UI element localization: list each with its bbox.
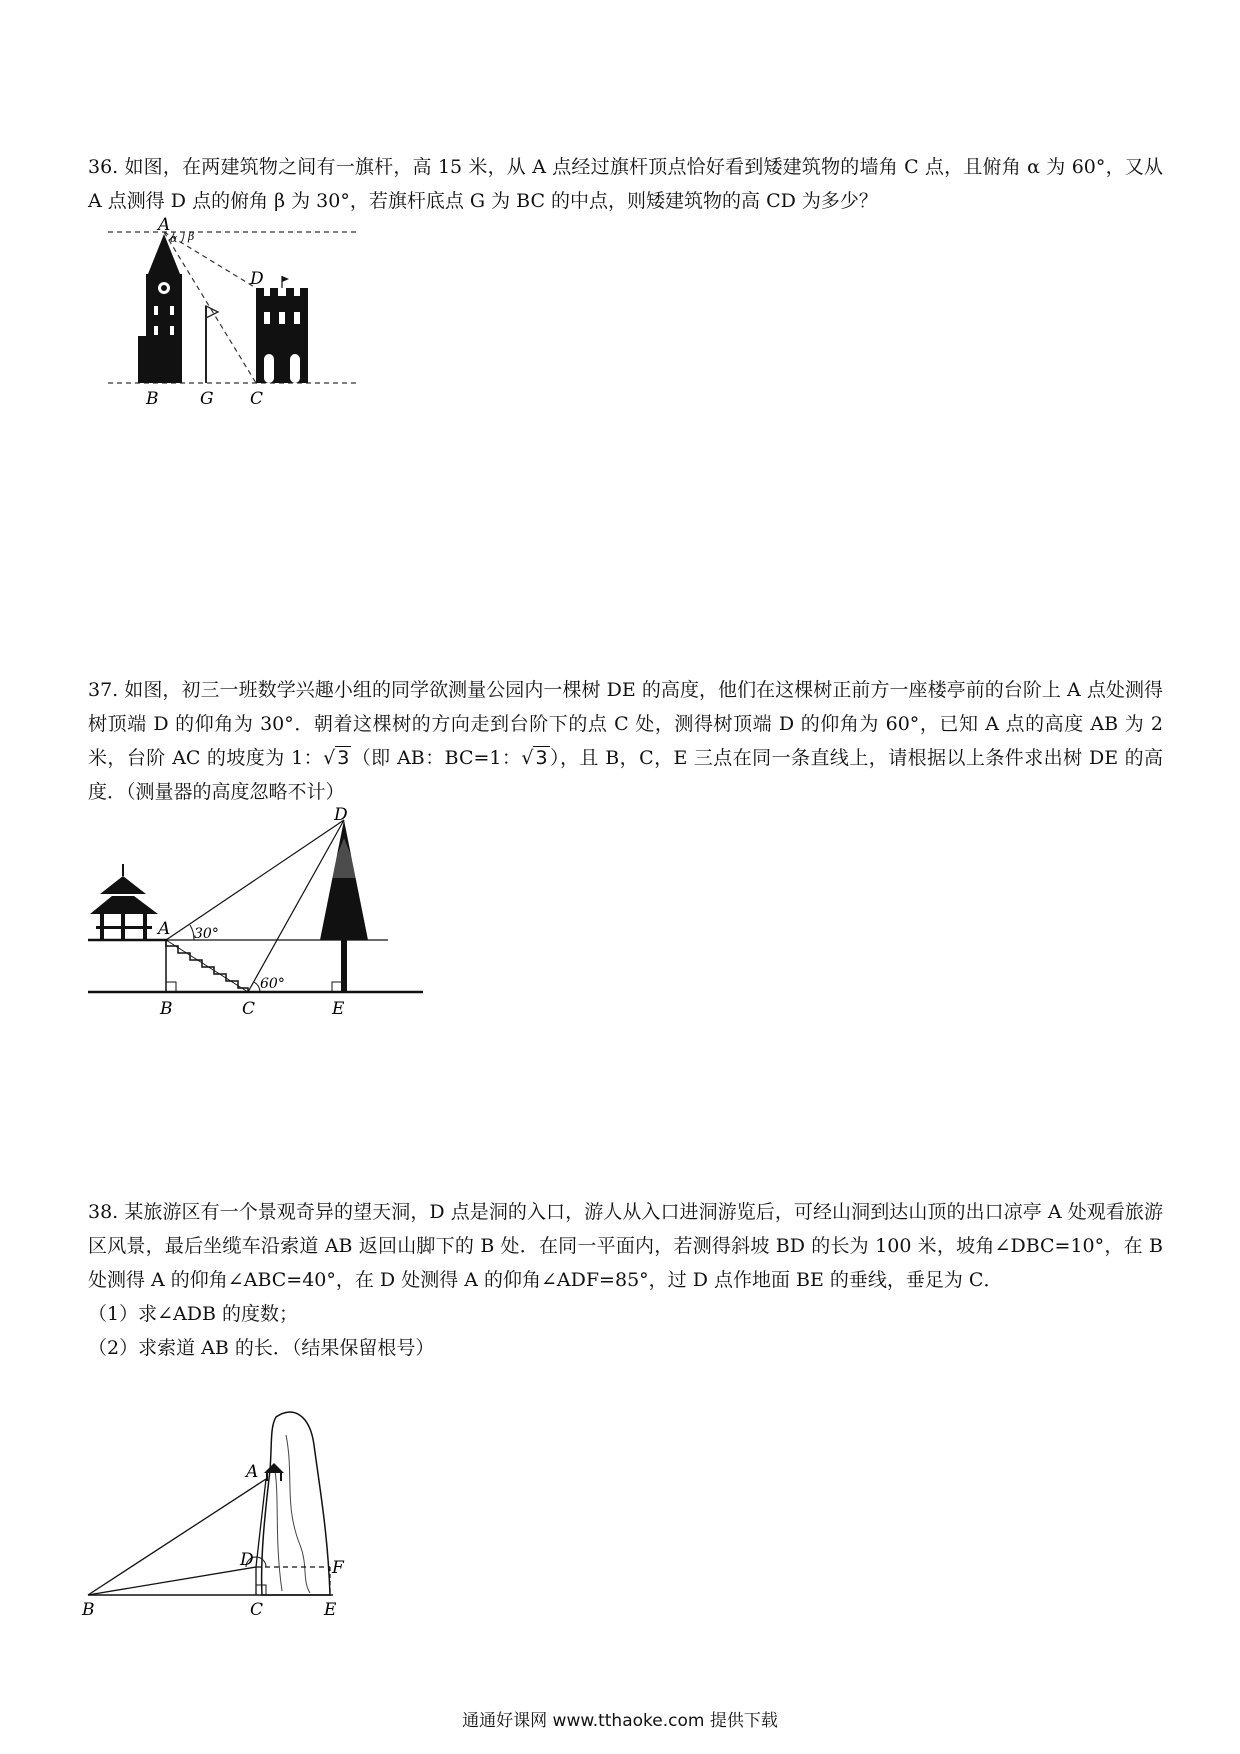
label-b: B bbox=[160, 999, 173, 1019]
castle-icon bbox=[256, 276, 308, 383]
label-alpha: α bbox=[170, 232, 178, 245]
label-g: G bbox=[200, 389, 214, 409]
label-a: A bbox=[158, 215, 171, 235]
label-d: D bbox=[240, 1550, 254, 1570]
figure-38 bbox=[82, 1395, 398, 1620]
problem-38-text: 38. 某旅游区有一个景观奇异的望天洞，D 点是洞的入口，游人从入口进洞游览后，可经山洞到达山顶的出口凉亭 A 处观看旅游区风景，最后坐缆车沿索道 AB 返回山脚下的 B 处．在同一平面内，若测得斜坡 BD 的长为 100 米，坡角∠DBC=10°，在 B 处测得 A 的仰角∠ABC=40°，在 D 处测得 A 的仰角∠ADF=85°，过 D 点作地面 BE 的垂线，垂足为 C． bbox=[88, 1201, 1163, 1291]
problem-38 bbox=[88, 1195, 1163, 1365]
sqrt-radicand: 3 bbox=[337, 747, 350, 769]
label-f: F bbox=[332, 1558, 344, 1578]
sqrt-symbol: √ bbox=[323, 747, 336, 769]
line-ab bbox=[88, 1479, 266, 1595]
label-b: B bbox=[82, 1600, 95, 1620]
problem-37 bbox=[88, 673, 1163, 809]
label-d: D bbox=[334, 805, 348, 825]
problem-37-text-part1: 37. 如图，初三一班数学兴趣小组的同学欲测量公园内一棵树 DE 的高度，他们在这棵树正前方一座楼亭前的台阶上 A 点处测得树顶端 D 的仰角为 30°．朝着这棵树的方向走到台阶下的点 C 处，测得树顶端 D 的仰角为 60°，已知 A 点的高度 AB 为 2 米，台阶 AC 的坡度为 1： bbox=[88, 679, 1163, 769]
figure-36 bbox=[108, 215, 358, 411]
problem-37-text-part2: （即 AB：BC=1： bbox=[351, 747, 522, 769]
label-c: C bbox=[250, 1600, 264, 1620]
figure-37 bbox=[88, 805, 428, 1023]
label-e: E bbox=[324, 1600, 337, 1620]
sqrt-expression bbox=[323, 746, 351, 769]
label-c: C bbox=[250, 389, 264, 409]
problem-36 bbox=[88, 150, 1163, 218]
problem-37-text bbox=[88, 673, 1163, 809]
label-e: E bbox=[332, 999, 345, 1019]
tall-building-icon bbox=[138, 234, 182, 383]
problem-38-sub2: （2）求索道 AB 的长．（结果保留根号） bbox=[88, 1337, 435, 1359]
line-ad bbox=[166, 820, 344, 940]
label-c: C bbox=[242, 999, 256, 1019]
label-angle-60: 60° bbox=[260, 976, 285, 992]
sqrt-radicand-2: 3 bbox=[535, 747, 548, 769]
sqrt-symbol-2: √ bbox=[521, 747, 534, 769]
problem-37-text-part3: ），且 B，C，E 三点在同一条直线上，请根据以上条件求出树 DE 的高度．（测量器的高度忽略不计） bbox=[88, 747, 1164, 803]
pavilion-icon bbox=[90, 864, 158, 940]
label-a: A bbox=[158, 919, 171, 939]
footer-text: 通通好课网 www.tthaoke.com 提供下载 bbox=[462, 1711, 778, 1731]
line-bd bbox=[88, 1567, 256, 1595]
sqrt-expression-2 bbox=[521, 746, 549, 769]
label-d: D bbox=[250, 269, 264, 289]
label-b: B bbox=[146, 389, 159, 409]
label-angle-30: 30° bbox=[194, 926, 219, 942]
label-a: A bbox=[246, 1462, 259, 1482]
problem-36-text: 36. 如图，在两建筑物之间有一旗杆，高 15 米，从 A 点经过旗杆顶点恰好看到矮建筑物的墙角 C 点，且俯角 α 为 60°，又从 A 点测得 D 点的俯角 β 为 30°，若旗杆底点 G 为 BC 的中点，则矮建筑物的高 CD 为多少？ bbox=[88, 156, 1163, 212]
label-beta: β bbox=[188, 230, 195, 243]
tree-icon bbox=[320, 820, 368, 992]
problem-38-sub1: （1）求∠ADB 的度数； bbox=[88, 1303, 298, 1325]
